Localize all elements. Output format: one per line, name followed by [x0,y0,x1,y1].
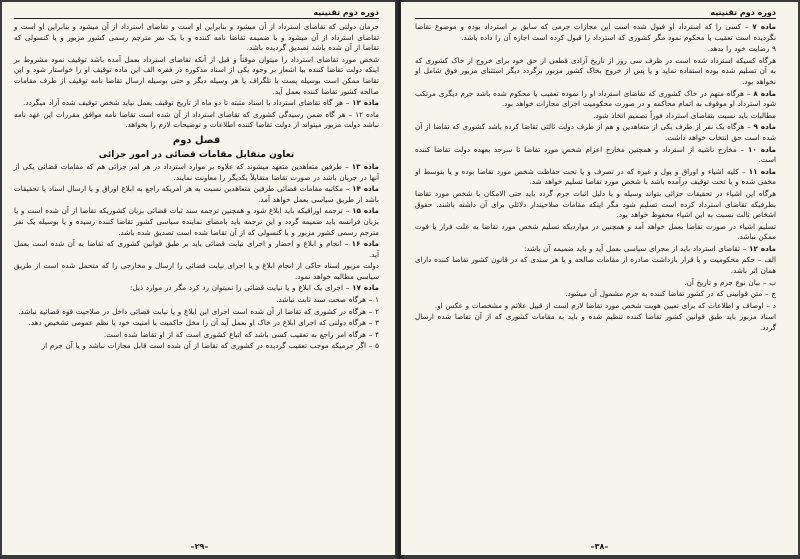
paragraph [415,278,776,289]
left-page-body [14,22,379,131]
paragraph-text: – تقاضای استرداد باید از مجرای سیاسی بعمل آید و باید ضمیمه آن باشد: [523,243,747,253]
paragraph [415,244,776,255]
right-page-number: –۳۸– [590,542,609,551]
article-number: ماده ۱۷ [352,283,379,293]
article-number: ماده ۹ [753,122,776,132]
paragraph [14,184,379,205]
paragraph [415,22,776,43]
right-page [401,2,798,555]
paragraph-text: جرمان دولتی که تقاضای استرداد از آن میشود و بنابراین او است و تقاضای استرداد از آن میشود و بنابراین او است و تقاضای استرداد از آن میشود و با ضمیمه تقاضا نامه کننده و با یک نفر مترجم رسمی کشور مزبور و یا کنسولی که تقاضا از آن شده باشد تصدیق گردیده باشد. [14,22,379,53]
paragraph-text: – اجرای یک ابلاغ و یا نیابت قضائی را نمیتوان رد کرد مگر در موارد ذیل: [130,283,350,293]
article-number: ماده ۷ [752,22,776,31]
paragraph-text: ماده ۱۲ – هر گاه ضمن رسیدگی کشوری که تقاضای استرداد از آن شده است تقاضا نامه موافق مقررات این عهد نامه نباشد دولت مزبور میتواند از دولت تقاضا کننده اطلاعات و توضیحات لازم را بخواهد. [14,109,379,130]
paragraph [14,318,379,329]
paragraph-text: اسناد مزبور باید طبق قوانین کشور تقاضا کننده تنظیم شده و باید به مقامات کشوری که از آن تقاضا شده ارسال گردد. [415,312,776,333]
paragraph-text: دولت مزبور اسناد حاکی از انجام ابلاغ و یا اجرای نیابت قضائی را ارسال و مخارجی را که متحمل شده است از طریق سیاسی مطالبه خواهد نمود. [14,261,379,281]
paragraph [14,283,379,294]
article-number: ماده ۱۰ [748,144,776,154]
article-number: ماده ۱۱ [748,166,776,176]
right-page-body [415,22,776,334]
paragraph-text: – مکاتبه مقامات قضائی طرفین متعاهدین نسبت به هر امریکه راجع به ابلاغ اوراق و یا ارسال اسناد یا تحقیقات باشد از طریق سیاسی بعمل خواهد آمد. [14,184,379,204]
paragraph [415,122,776,143]
paragraph-text: شخص مورد تقاضای استرداد را میتوان موقتاً و قبل از آنکه تقاضای استرداد بعمل آمده باشد توقیف نمود مشروط بر اینکه دولت تقاضا کننده ببا اشعار بر وجود یکی از اسناد مذکوره در فقره الف این ماده توقیف او را خواستار شود و این تقاضا ممکن است بوسیله پست یا تلگراف یا هر وسیله دیگر و حتی بوسیله ارسال تقاضا نامه توقیف از طرف مقامات صالحه کشور تقاضا کننده بعمل آید. [14,54,379,96]
paragraph [14,261,379,282]
article-number: ماده ۱۲ [749,243,776,253]
paragraph-text: – هرگاه متهم در خاک کشوری که تقاضای استرداد او را نموده تعقیب یا محکوم شده باشد جرم دیگری مرتکب شود استرداد او موقوف به اتمام محاکمه و در صورت محکومیت اجرای مجازات خواهد بود. [415,88,776,109]
paragraph [14,341,379,352]
paragraph [415,301,776,312]
paragraph-text: ۹ رضایت خود را بدهد. [707,44,776,54]
paragraph [415,189,776,221]
paragraph [14,98,379,109]
paragraph [14,162,379,183]
paragraph [415,312,776,333]
article-number: ماده ۱۳ [351,161,379,171]
paragraph-text: د – اوصاف و اطلاعات که برای تعیین هویت شخص مورد تقاضا لازم است از قبیل علائم و مشخصات و عکس او. [434,300,776,310]
paragraph [14,330,379,341]
paragraph [14,22,379,54]
left-page-body-2 [14,162,379,352]
article-number: ماده ۱۵ [352,206,379,216]
paragraph [415,222,776,243]
paragraph [14,55,379,97]
paragraph-text: – مخارج ناشیه از استرداد و همچنین مخارج اعزام شخص مورد تقاضا تا سرحد بعهده دولت تقاضا کننده است. [415,144,776,165]
paragraph [14,206,379,238]
paragraph [415,289,776,300]
article-number: ماده ۱۶ [351,239,379,249]
paragraph-text: ۳ – هرگاه دولتی که اجرای ابلاغ در خاک او بعمل آید آن را مخل حاکمیت یا امنیت خود یا نظم عمومی تشخیص دهد. [28,318,379,328]
paragraph [14,239,379,260]
paragraph-text: تسلیم اشیاء در صورت تقاضا بعمل خواهد آمد و همچنین در مواردیکه تسلیم شخص مورد تقاضا به علت فرار یا فوت ممکن نباشد. [415,221,776,242]
article-number: ماده ۱۴ [352,184,379,194]
paragraph-text: ۲ – هرگاه در کشوری که تقاضا از آن شده است اجرای این ابلاغ و یا نیابت قضائی داخل در صلاحیت قوه قضائیه نباشد. [18,306,379,316]
paragraph-text: ۵ – اگر جرمیکه موجب تعقیب گردیده در کشوری که تقاضا از آن شده است قابل مجازات نباشد و یا آن جرم از [41,341,379,351]
paragraph-text: – انجام و ابلاغ و احضار و اجرای نیابت قضائی باید بر طبق قوانین کشوری که تقاضا به آن شده است بعمل آید. [14,239,379,259]
left-page-number: –۲۹– [190,542,209,551]
paragraph [415,167,776,188]
paragraph [14,110,379,131]
paragraph-text: – کسی را که استرداد او قبول شده است این مجازات جرمی که سابق بر استرداد بوده و موضوع تقاضا نگردیده است تعقیب یا محکوم نمود مگر کشوری که استرداد را قبول کرده است اجازه آن را داده باشد. [415,22,776,42]
paragraph-text: ج – متن قوانینی که در کشور تقاضا کننده به جرم مشمول آن میشود. [565,289,776,299]
paragraph [415,145,776,166]
left-page [2,2,397,555]
left-running-head: دوره دوم تقنینیه [14,8,379,19]
section-title: فصل دوم [172,134,221,146]
paragraph-text: ۴ – هرگاه امر راجع به تعقیب کسی باشد که اتباع کشوری است که از او تقاضا شده است. [103,329,379,339]
paragraph [415,44,776,55]
paragraph-text: الف – حکم محکومیت و یا قرار بازداشت صادره از مقامات صالحه و یا هر سندی که در قانون کشور تقاضا کننده دارای همان اثر باشد. [415,255,776,276]
paragraph-text: مطالبات باید نسبت بتقاضای استرداد فوراً تصمیم اتخاذ شود. [593,110,776,120]
paragraph-text: – طرفین متعاهدین متعهد میشوند که علاوه بر موارد استرداد در هر امر جزائی هم که مقامات قضائی یکی از آنها در جریان باشد در صورت تقاضا متقابلاً یکدیگر را معاونت نمایند. [14,161,379,182]
article-number: ماده ۱۲ [352,98,379,108]
paragraph-text: – کلیه اشیاء و اوراق و پول و غیره که در تصرف و یا تحت حفاظت شخص مورد تقاضا بوده و یا بتوسط او مخفی شده و یا تحت توقیف درآمده باشد با شخص مورد تقاضا تسلیم خواهد شد. [415,166,776,187]
paragraph-text: هرگاه این اشیاء در تحقیقات جزائی بتواند وسیله و یا دلیل اثبات جرم گردد باید حتی الامکان با شخص مورد تقاضا بطرفیکه تقاضای استرداد کرده است تسلیم شود مگر اینکه مقامات صلاحیتدار دلائلی برای آن داشته باشند. حقوق اشخاص ثالث نسبت به این اشیاء محفوظ خواهد بود. [415,188,776,220]
paragraph-text: – ترجمه اوراقیکه باید ابلاغ شود و همچنین ترجمه سند ثبات قضائی بزبان کشوریکه تقاضا از آن شده است و یا بزبان فرانسه باید ضمیمه گردد و این ترجمه باید بامضای نماینده سیاسی کشور تقاضا کننده رسیده و یا بوسیله یک نفر مترجم رسمی کشور مزبور و یا کنسولی که از آن تقاضا شده است تصدیق شده باشد. [14,206,379,237]
paragraph [14,295,379,306]
paragraph [415,111,776,122]
paragraph [415,255,776,276]
paragraph-text: هرگاه کسیکه استرداد شده است در ظرف سی روز از تاریخ آزادی قطعی از حق خود برای خروج از خاک کشوری که به آن تسلیم شده بوده استفاده نماید و یا پس از خروج بخاک کشور مزبور برگردد دیگر استثنای مزبور فوق شامل او نخواهد بود. [415,55,776,86]
paragraph [415,56,776,88]
paragraph-text: – هرگاه یک نفر از طرف یکی از متعاهدین و هم از طرف دولت ثالثی تقاضا کرده باشد کشوری که تقاضا از آن شده است حق انتخاب خواهد داشت. [415,122,776,142]
paragraph-text: ب – بیان نوع جرم و تاریخ آن. [684,277,776,287]
paragraph [14,307,379,318]
section-subtitle: تعاون متقابل مقامات قضائی در امور جزائی [98,149,295,160]
right-running-head: دوره دوم تقنینیه [415,8,776,19]
paragraph-text: ۱ – هرگاه صحت سند ثابت نباشد. [276,295,379,305]
paragraph-text: – هر گاه تقاضای استرداد با اسناد مثبته تا دو ماه از تاریخ توقیف بعمل نیاید شخص توقیف شده آزاد میگردد. [23,98,350,108]
article-number: ماده ۸ [753,88,776,98]
paragraph [415,89,776,110]
